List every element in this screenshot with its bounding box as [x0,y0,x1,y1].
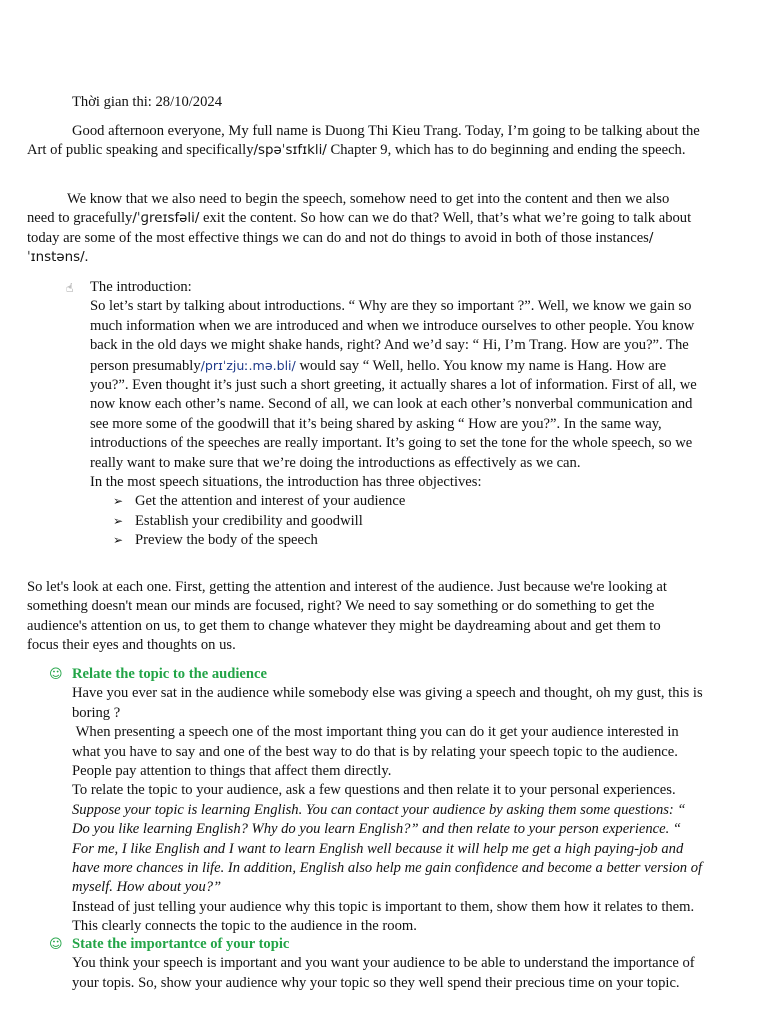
smiley-icon: ☺ [49,667,63,682]
objective-item [113,531,705,550]
ipa-gracefully: /ˈɡreɪsfəli/ [132,211,200,227]
objective-text: Preview the body of the speech [135,532,318,549]
relate-example-text: Suppose your topic is learning English. You can contact your audience by asking them some questions: “ Do you like learning English? Why do you learn English?” and then relate to your person experience. “ For me, I like English and I want to learn English well because it will help me get a high paying-job and have more chances in life. In addition, English also help me gain confidence and become a better version of myself. How about you?” [72,801,703,896]
objective-text: Get the attention and interest of your audience [135,493,406,510]
relate-section [49,665,705,937]
relate-p1: Have you ever sat in the audience while somebody else was giving a speech and thought, oh my gust, this is boring ? [72,685,703,721]
pointing-hand-icon: ☝ [66,281,74,295]
intro-paragraph [27,122,705,161]
objective-text: Establish your credibility and goodwill [135,512,363,529]
relate-heading: Relate the topic to the audience [72,666,267,682]
relate-p2: When presenting a speech one of the most important thing you can do it get your audience interested in what you have to say and one of the best way to do that is by relating your speech topic to the audience. People pay attention to things that affect them directly. [72,724,683,780]
intro-text-b: Chapter 9, which has to do beginning and ending the speech. [326,142,686,159]
ipa-instances: /ˈɪnstəns/ [27,230,654,266]
introduction-text-b: would say “ Well, hello. You know my name is Hang. How are you?”. Even thought it’s just such a short greeting, it actually shares a lot of information. First of all, we now know each other’s name. Second of all, we can look at each other’s nonverbal communication and see more some of the goodwill that it’s being shared by asking “ How are you?”. In the same way, introductions of the speeches are really important. It’s going to set the tone for the whole speech, so we really want to make sure that we’re doing the introductions as effectively as we can. [90,357,697,471]
second-paragraph [27,190,697,268]
ipa-specifically: /spəˈsɪfɪkli/ [253,143,327,159]
objectives-list [90,492,705,550]
exam-date-line: Thời gian thi: 28/10/2024 [72,94,222,110]
arrow-bullet-icon: ➢ [113,513,124,528]
importance-heading-row [49,935,705,954]
introduction-section [66,278,705,551]
second-text-b: exit the content. So how can we do that? Well, that’s what we’re going to talk about today are some of the most effective things we can do and not do things to avoid in both of those instances [27,210,692,246]
objective-item [113,492,705,511]
introduction-body [90,297,705,473]
relate-heading-row [49,665,705,684]
introduction-heading-row [66,278,705,297]
arrow-bullet-icon: ➢ [113,533,124,548]
second-text-c: . [84,249,89,266]
relate-p5: Instead of just telling your audience why this topic is important to them, show them how it relates to them. This clearly connects the topic to the audience in the room. [72,898,695,935]
importance-heading: State the importantce of your topic [72,936,290,952]
intro-text-a: Good afternoon everyone, My full name is Duong Thi Kieu Trang. Today, I’m going to be talking about the Art of public speaking and specifically [27,123,700,159]
relate-p3: To relate the topic to your audience, ask a few questions and then relate it to your personal experiences. [72,782,676,799]
importance-p1: You think your speech is important and you want your audience to be able to understand the importance of your topis. So, show your audience why your topic so they well spend their precious time on your topic. [72,955,695,991]
relate-p4-example [72,801,705,898]
importance-section [49,935,705,993]
ipa-presumably: /prɪˈzjuː.mə.bli/ [200,357,296,373]
objective-item [113,512,705,531]
attention-paragraph: So let's look at each one. First, getting the attention and interest of the audience. Just because we're looking at something doesn't mean our minds are focused, right? We need to say something or do something to get the audience's attention on us, to get them to change whatever they might be daydreaming about and get them to focus their eyes and thoughts on us. [27,579,667,654]
introduction-text-a: So let’s start by talking about introductions. “ Why are they so important ?”. Well, we know we gain so much information when we are introduced and when we introduce ourselves to other people. You know back in the old days we might shake hands, right? And we’d say: “ Hi, I’m Trang. How are you?”. The person presumably [90,298,695,374]
objectives-intro: In the most speech situations, the introduction has three objectives: [90,474,482,491]
smiley-icon: ☺ [49,937,63,952]
second-text-a: We know that we also need to begin the speech, somehow need to get into the content and then we also need to gracefully [27,191,670,227]
introduction-heading: The introduction: [90,279,192,295]
arrow-bullet-icon: ➢ [113,494,124,509]
